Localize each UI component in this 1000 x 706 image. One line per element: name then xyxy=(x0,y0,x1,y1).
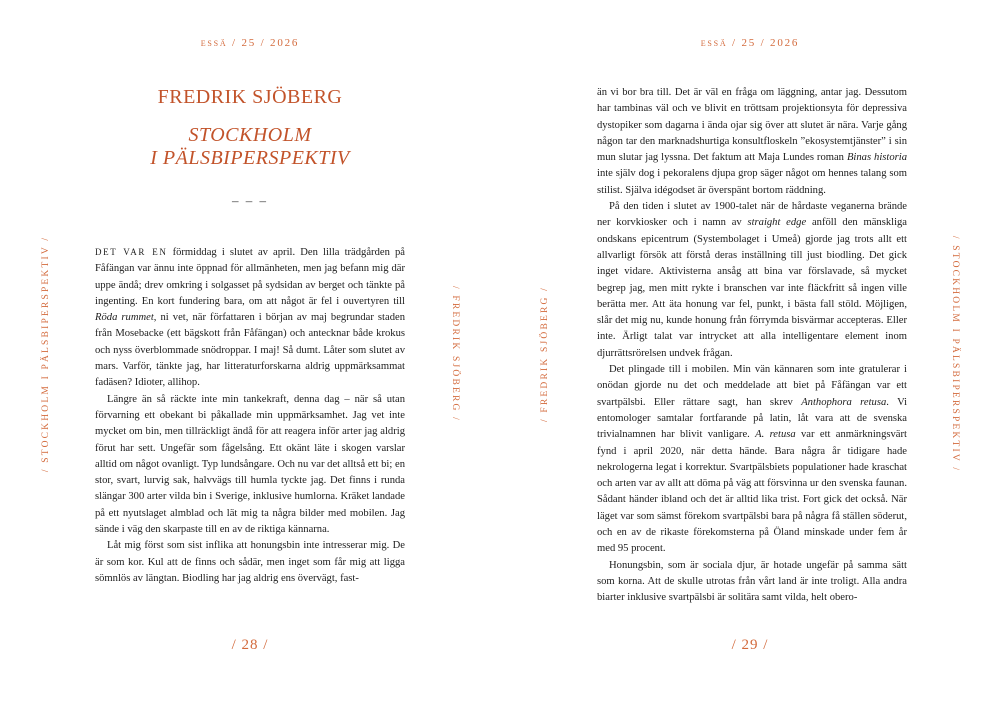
text-run: anföll den mänskliga ondskans epicentrum (Systembolaget i Umeå) gjorde jag trots allt ett allvarligt försök att förstå deras inställning till just biodling. Det gick inget vidare. Aktivisterna ansåg att bina var förslavade, så mycket begrep jag, men mitt rykte i branschen var inte fläckfritt så ingen ville berätta mer. Att äta honung var fel, punkt, i bästa fall stöld. Möjligen, slår det mig nu, kunde honung från förrymda bisvärmar accepteras. Eller inte. Ärligt talat var intrycket att alla intelligentare element inom djurrättsrörelsen undvek frågan. xyxy=(597,217,908,359)
side-section-label: / STOCKHOLM I PÄLSBIPERSPEKTIV / xyxy=(950,235,960,473)
paragraph xyxy=(597,85,907,199)
paragraph: Längre än så räckte inte min tankekraft, denna dag – när så utan förvarning ett obekant bi påkallade min uppmärksamhet. Jag vet inte mycket om bin, men tillräckligt ändå för att reagera inför arter jag aldrig förut har sett. Ungefär som fågelsång. Ett okänt läte i skogen varslar alltid om något ovanligt. Typ lundsångare. Och nu var det alltså ett bi; en stor, svart, lurvig sak, halvvägs till humla tyckte jag. Det finns i runda slängar 300 arter vilda bin i Sverige, inklusive humlorna. Kräket landade på ett nyutslaget almblad och lät mig ta några bilder med mobilen. Jag sände i väg den skarpaste till en av de riktiga kännarna. xyxy=(95,393,405,536)
running-head: essä / 25 / 2026 xyxy=(700,37,800,49)
essay-title xyxy=(0,124,500,170)
paragraph xyxy=(597,362,907,558)
text-run: inte själv dog i pekoralens djupa grop säger något om hennes talang som stilist. Själva idégodset är överspänt bortom räddning. xyxy=(597,168,907,196)
paragraph: Honungsbin, som är sociala djur, är hotade ungefär på samma sätt som korna. Att de skulle utrotas från vårt land är inte troligt. Alla andra biarter inklusive svartpälsbi är solitära samt vilda, helt obero- xyxy=(597,559,907,604)
species-name-italic: Anthophora retusa xyxy=(801,396,887,408)
text-run: . Vi entomologer samtalar fortfarande på latin, låt vara att de svenska trivialnamnen har blivit vanligare. xyxy=(597,396,908,441)
title-line-2: I PÄLSBIPERSPEKTIV xyxy=(150,147,350,169)
side-section-label: / STOCKHOLM I PÄLSBIPERSPEKTIV / xyxy=(41,235,51,473)
paragraph xyxy=(95,244,405,392)
paragraph: Låt mig först som sist inflika att honungsbin inte intresserar mig. De är som kor. Kul att de finns och sådär, men inget som får mig att ligga sömnlös av längtan. Biodling har jag aldrig ens övervägt, fast- xyxy=(95,540,405,584)
title-line-1: STOCKHOLM xyxy=(188,124,312,146)
gutter-author-label: / FREDRIK SJÖBERG / xyxy=(540,285,550,423)
species-name-italic: A. retusa xyxy=(755,429,796,441)
italic-term: straight edge xyxy=(747,217,807,229)
book-title-italic: Binas historia xyxy=(846,152,907,164)
text-run: På den tiden i slutet av 1900-talet när de hårdaste veganerna brände ner korvkiosker och i namn av xyxy=(597,201,907,229)
paragraph xyxy=(597,199,907,362)
text-run: var ett anmärkningsvärt fynd i april 2020, när detta hände. Bara några år tidigare hade nekrologerna legat i korrektur. Svartpälsbiets populationer hade kraschat och arten var av allt att döma på väg att försvinna ur den svenska faunan. Sådant händer ibland och det är alltid lika trist. Fort gick det också. När läget var som sämst förekom svartpälsbi bara på några få ställen söderut, och en av de rikaste förekomsterna på Öland minskade under fem år med 95 procent. xyxy=(597,429,907,555)
author-name: FREDRIK SJÖBERG xyxy=(157,86,343,108)
text-run: Det plingade till i mobilen. Min vän kännaren som inte gratulerar i onödan gjorde nu det och meddelade att biet på Fåfängan var ett svartpälsbi. Eller rättare sagt, han skrev xyxy=(597,364,907,408)
gutter-author-label: / FREDRIK SJÖBERG / xyxy=(450,285,460,423)
page-number: / 28 / xyxy=(231,637,269,653)
book-title-italic: Röda rummet xyxy=(95,312,154,324)
running-head: essä / 25 / 2026 xyxy=(200,37,300,49)
text-run: förmiddag i slutet av april. Den lilla trädgården på Fåfängan var ännu inte öppnad för allmänheten, men jag befann mig där uppe ändå; drev omkring i solgasset på sydsidan av berget och tänkte på ingenting. En kort fundering bara, om att något är fel i ouvertyren till xyxy=(95,247,405,307)
opening-smallcaps: DET VAR EN xyxy=(95,247,168,257)
section-ornament: – – – xyxy=(232,193,268,208)
text-run: än vi bor bra till. Det är väl en fråga om läggning, antar jag. Dessutom har tambinas väl och ve blivit en tröttsam projektionsyta för depressiva dystopiker som dagarna i ända ojar sig över att slutet är nära. Varje gång någon tar den marknadshurtiga konsultfloskeln ”ekosystemtjänster” i sin mun slutar jag lyssna. Det faktum att Maja Lundes roman xyxy=(597,87,907,164)
body-text-right xyxy=(597,85,907,607)
page-number: / 29 / xyxy=(731,637,769,653)
text-run: , ni vet, när författaren i början av maj begrundar staden från Mosebacke (ett bägskott från Fåfängan) och antecknar både krokus och nyss överblommade snödroppar. I maj! Så dumt. Låter som slutet av mars. Varför, tänkte jag, har litteraturforskarna aldrig uppmärksammat fadäsen? Idioter, allihop. xyxy=(95,312,405,389)
body-text xyxy=(95,244,405,587)
